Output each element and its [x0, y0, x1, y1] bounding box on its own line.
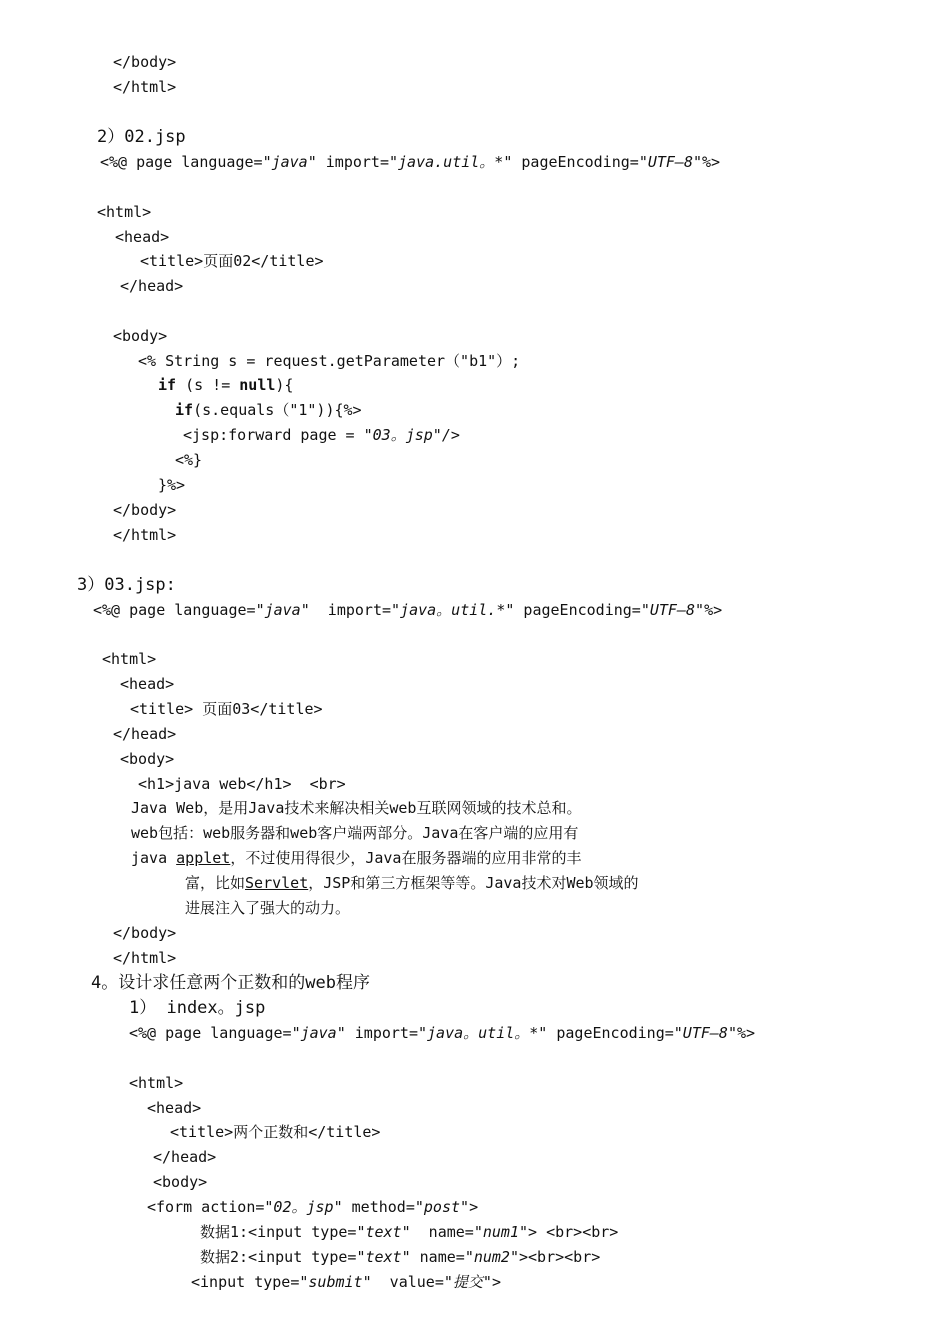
body-close-tag: </body>: [113, 53, 177, 71]
form-open-line: <form action="02。jsp" method="post">: [147, 1198, 479, 1216]
paragraph-line-5: 进展注入了强大的动力。: [185, 899, 351, 917]
html-close-tag: </html>: [113, 78, 177, 96]
h1-line: <h1>java web</h1> <br>: [138, 775, 346, 793]
servlet-link[interactable]: Servlet: [245, 874, 309, 892]
head-open-tag: <head>: [120, 675, 175, 693]
body-close-tag: </body>: [113, 501, 177, 519]
title-line: <title> 页面03</title>: [130, 700, 323, 718]
html-open-tag: <html>: [129, 1074, 184, 1092]
input-num1-line: 数据1:<input type="text" name="num1"> <br><br>: [200, 1223, 619, 1241]
page-directive: <%@ page language="java" import="java。util.*" pageEncoding="UTF—8"%>: [93, 601, 723, 619]
applet-link[interactable]: applet: [176, 849, 231, 867]
title-line: <title>页面02</title>: [140, 252, 324, 270]
scriptlet-close-inner: <%}: [175, 451, 203, 469]
section-heading-03jsp: 3）03.jsp:: [77, 575, 176, 595]
if-null-line: if (s != null){: [158, 376, 294, 394]
input-num2-line: 数据2:<input type="text" name="num2"><br><br>: [200, 1248, 601, 1266]
head-open-tag: <head>: [147, 1099, 202, 1117]
html-close-tag: </html>: [113, 949, 177, 967]
head-open-tag: <head>: [115, 228, 170, 246]
head-close-tag: </head>: [113, 725, 177, 743]
scriptlet-close-outer: }%>: [158, 476, 186, 494]
html-open-tag: <html>: [102, 650, 157, 668]
page-directive: <%@ page language="java" import="java.util。*" pageEncoding="UTF—8"%>: [100, 153, 721, 171]
paragraph-line-4: 富，比如Servlet，JSP和第三方框架等等。Java技术对Web领域的: [185, 874, 639, 892]
body-open-tag: <body>: [153, 1173, 208, 1191]
paragraph-line-1: Java Web，是用Java技术来解决相关web互联网领域的技术总和。: [131, 799, 582, 817]
section-heading-02jsp: 2）02.jsp: [97, 127, 186, 147]
paragraph-line-3: java applet，不过使用得很少，Java在服务器端的应用非常的丰: [131, 849, 582, 867]
body-open-tag: <body>: [120, 750, 175, 768]
head-close-tag: </head>: [120, 277, 184, 295]
if-equals-line: if(s.equals（"1")){%>: [175, 401, 362, 419]
paragraph-line-2: web包括：web服务器和web客户端两部分。Java在客户端的应用有: [131, 824, 579, 842]
subheading-index-jsp: 1） index。jsp: [129, 998, 266, 1018]
title-line: <title>两个正数和</title>: [170, 1123, 381, 1141]
section-heading-4: 4。设计求任意两个正数和的web程序: [91, 973, 370, 993]
jsp-forward-line: <jsp:forward page = "03。jsp"/>: [183, 426, 460, 444]
html-open-tag: <html>: [97, 203, 152, 221]
head-close-tag: </head>: [153, 1148, 217, 1166]
body-open-tag: <body>: [113, 327, 168, 345]
body-close-tag: </body>: [113, 924, 177, 942]
input-submit-line: <input type="submit" value="提交">: [191, 1273, 501, 1291]
html-close-tag: </html>: [113, 526, 177, 544]
page-directive: <%@ page language="java" import="java。util。*" pageEncoding="UTF—8"%>: [129, 1024, 756, 1042]
scriptlet-line: <% String s = request.getParameter（"b1"）;: [138, 352, 521, 370]
